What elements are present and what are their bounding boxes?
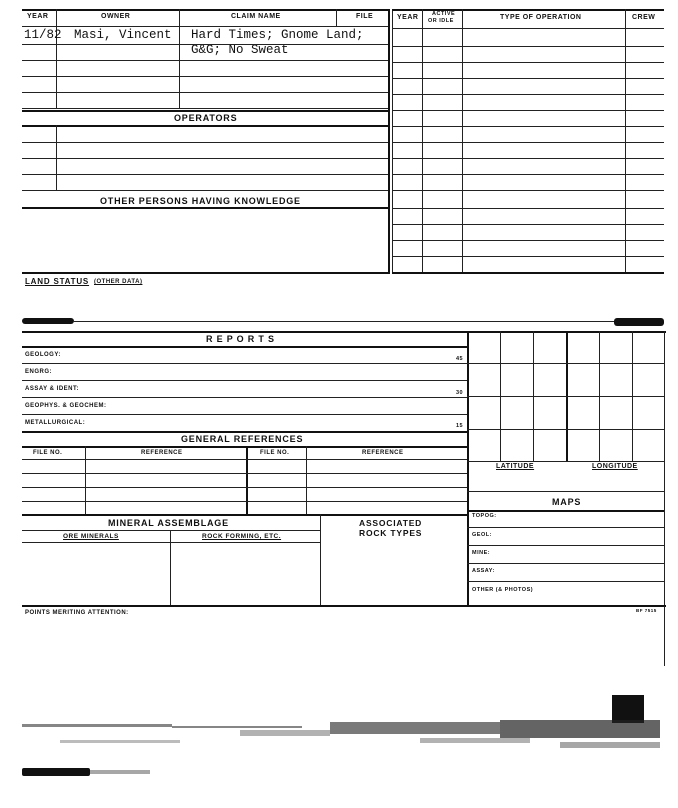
maps-other: OTHER (& PHOTOS) — [472, 587, 534, 593]
header-claim-name: CLAIM NAME — [231, 13, 281, 20]
gr-header-reference-2: REFERENCE — [362, 450, 404, 456]
entry-claim-line1: Hard Times; Gnome Land; — [191, 28, 364, 42]
header-year: YEAR — [27, 13, 49, 20]
form-number: BF 7515 — [636, 608, 657, 613]
margin-number-15: 15 — [456, 423, 464, 429]
operators-title: OPERATORS — [174, 113, 238, 123]
margin-number-45: 45 — [456, 356, 464, 362]
rock-forming-label: ROCK FORMING, ETC. — [202, 533, 282, 540]
gr-header-reference-1: REFERENCE — [141, 450, 183, 456]
general-references-title: GENERAL REFERENCES — [181, 434, 304, 444]
ops-header-crew: CREW — [632, 14, 656, 21]
margin-number-30: 30 — [456, 390, 464, 396]
entry-owner: Masi, Vincent — [74, 28, 172, 42]
ops-header-active-line1: ACTIVE — [432, 11, 456, 17]
associated-line2: ROCK TYPES — [359, 528, 423, 538]
ops-header-type: TYPE OF OPERATION — [500, 14, 582, 21]
scan-smudge-right — [614, 318, 664, 326]
maps-geol: GEOL: — [472, 532, 492, 538]
ore-minerals-label: ORE MINERALS — [63, 533, 119, 540]
maps-mine: MINE: — [472, 550, 491, 556]
gr-header-file-no-2: FILE NO. — [260, 450, 290, 456]
gr-header-file-no-1: FILE NO. — [33, 450, 63, 456]
report-geophys: GEOPHYS. & GEOCHEM: — [25, 403, 107, 409]
points-label: POINTS MERITING ATTENTION: — [25, 610, 129, 616]
land-status-label: LAND STATUS — [25, 277, 90, 286]
land-status-sub: (OTHER DATA) — [94, 279, 143, 285]
longitude-label: LONGITUDE — [592, 463, 638, 470]
entry-claim-line2: G&G; No Sweat — [191, 43, 289, 57]
report-metallurgical: METALLURGICAL: — [25, 420, 86, 426]
latitude-label: LATITUDE — [496, 463, 535, 470]
other-persons-title: OTHER PERSONS HAVING KNOWLEDGE — [100, 196, 301, 206]
header-file: FILE — [356, 13, 374, 20]
associated-line1: ASSOCIATED — [359, 518, 423, 528]
ops-header-year: YEAR — [397, 14, 419, 21]
entry-year: 11/82 — [24, 28, 62, 42]
ops-header-active-line2: OR IDLE — [428, 18, 454, 24]
report-engrg: ENGRG: — [25, 369, 52, 375]
maps-topog: TOPOG: — [472, 513, 497, 519]
mineral-assemblage-title: MINERAL ASSEMBLAGE — [108, 518, 229, 528]
reports-title: R E P O R T S — [206, 334, 275, 344]
scan-smudge-left — [22, 318, 74, 324]
report-geology: GEOLOGY: — [25, 352, 61, 358]
maps-title: MAPS — [552, 497, 582, 507]
report-assay: ASSAY & IDENT: — [25, 386, 80, 392]
maps-assay: ASSAY: — [472, 568, 495, 574]
header-owner: OWNER — [101, 13, 131, 20]
